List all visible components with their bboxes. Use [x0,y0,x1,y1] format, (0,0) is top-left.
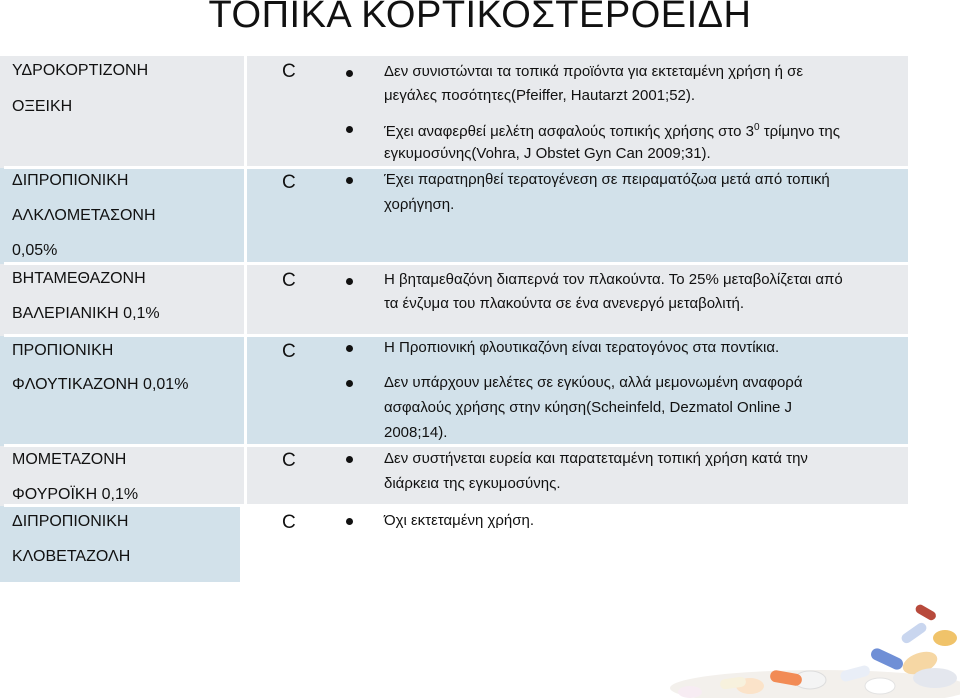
bullet-icon [346,177,353,184]
pills-image [670,568,960,698]
note-line: Δεν συστήνεται ευρεία και παρατεταμένη τοπική χρήση κατά την [384,450,808,467]
drug-name: ΦΛΟΥΤΙΚΑΖΟΝΗ 0,01% [12,376,189,393]
drug-name: ΦΟΥΡΟΪΚΗ 0,1% [12,486,139,503]
pregnancy-category: C [282,61,296,82]
pregnancy-category: C [282,512,296,533]
pregnancy-category: C [282,450,296,471]
drug-name: 0,05% [12,242,58,259]
drug-name: ΔΙΠΡΟΠΙΟΝΙΚΗ [12,513,129,530]
drug-name: ΜΟΜΕΤΑΖΟΝΗ [12,451,127,468]
drug-name: ΑΛΚΛΟΜΕΤΑΣΟΝΗ [12,207,156,224]
bullet-icon [346,380,353,387]
bullet-icon [346,345,353,352]
pregnancy-category: C [282,270,296,291]
drug-name: ΒΗΤΑΜΕΘΑΖΟΝΗ [12,270,146,287]
note-line: Δεν υπάρχουν μελέτες σε εγκύους, αλλά μεμονωμένη αναφορά [384,374,803,391]
bullet-icon [346,278,353,285]
page-title: ΤΟΠΙΚΑ ΚΟΡΤΙΚΟΣΤΕΡΟΕΙΔΗ [208,0,752,36]
note-line: Έχει παρατηρηθεί τερατογένεση σε πειραματόζωα μετά από τοπική [384,171,830,188]
drug-name: ΔΙΠΡΟΠΙΟΝΙΚΗ [12,172,129,189]
note-line: Όχι εκτεταμένη χρήση. [384,512,535,529]
note-line: Η βηταμεθαζόνη διαπερνά τον πλακούντα. Το 25% μεταβολίζεται από [384,271,843,288]
drug-name: ΒΑΛΕΡΙΑΝΙΚΗ 0,1% [12,305,160,322]
drug-name: ΟΞΕΙΚΗ [12,98,73,115]
pregnancy-category: C [282,172,296,193]
note-line: 2008;14). [384,424,448,441]
note-line: Η Προπιονική φλουτικαζόνη είναι τερατογόνος στα ποντίκια. [384,339,780,356]
note-line: μεγάλες ποσότητες(Pfeiffer, Hautarzt 2001;52). [384,87,696,104]
note-line: Δεν συνιστώνται τα τοπικά προϊόντα για εκτεταμένη χρήση ή σε [384,63,804,80]
bullet-icon [346,126,353,133]
bullet-icon [346,456,353,463]
note-line: διάρκεια της εγκυμοσύνης. [384,475,561,492]
note-line: τα ένζυμα του πλακούντα σε ένα ανενεργό μεταβολιτή. [384,295,745,312]
bullet-icon [346,70,353,77]
drug-name: ΚΛΟΒΕΤΑΖΟΛΗ [12,548,131,565]
note-line: Έχει αναφερθεί μελέτη ασφαλούς τοπικής χρήσης στο $3^0$ τρίμηνο της [384,122,840,140]
note-line: χορήγηση. [384,196,455,213]
pregnancy-category: C [282,341,296,362]
drug-name: ΥΔΡΟΚΟΡΤΙΖΟΝΗ [12,62,149,79]
note-line: εγκυμοσύνης(Vohra, J Obstet Gyn Can 2009;31). [384,145,711,162]
note-line: ασφαλούς χρήσης στην κύηση(Scheinfeld, Dezmatol Online J [384,399,793,416]
bullet-icon [346,518,353,525]
drug-name: ΠΡΟΠΙΟΝΙΚΗ [12,342,114,359]
